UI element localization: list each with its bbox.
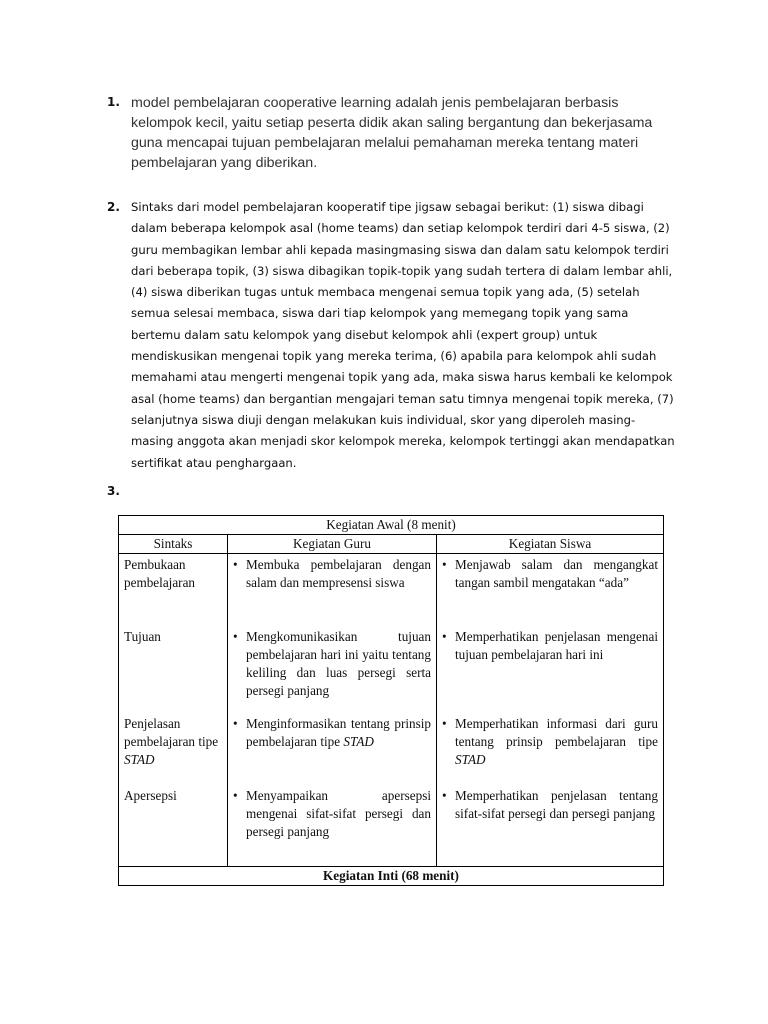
- table-footer-row: [119, 867, 664, 886]
- sintaks-apersepsi: Apersepsi: [124, 788, 177, 803]
- paragraph-2: Sintaks dari model pembelajaran kooperatif tipe jigsaw sebagai berikut: (1) siswa dibagi dalam beberapa kelompok asal (home teams) dan setiap kelompok terdiri dari 4-5 siswa, (2) guru membagikan lembar ahli kepada masingmasing siswa dan dalam satu kelompok terdiri dari beberapa topik, (3) siswa dibagikan topik-topik yang sudah tertera di dalam lembar ahli, (4) siswa diberikan tugas untuk membaca mengenai semua topik yang ada, (5) setelah semua selesai membaca, siswa dari tiap kelompok yang memegang topik yang sama bertemu dalam satu kelompok yang disebut kelompok ahli (expert group) untuk mendiskusikan mengenai topik yang mereka terima, (6) apabila para kelompok ahli sudah memahami atau mengerti mengenai topik yang ada, maka siswa harus kembali ke kelompok asal (home teams) dan bergantian mengajari teman satu timnya mengenai topik mereka, (7) selanjutnya siswa diuji dengan melakukan kuis individual, skor yang diperoleh masing-masing anggota akan menjadi skor kelompok mereka, kelompok tertinggi akan mendapatkan sertifikat atau penghargaan.: [131, 200, 675, 470]
- stad-term: STAD: [124, 752, 155, 767]
- bullet-icon: •: [442, 629, 447, 644]
- header-kegiatan-siswa: Kegiatan Siswa: [437, 535, 664, 554]
- sintaks-penjelasan: Penjelasan pembelajaran tipe STAD: [124, 716, 219, 767]
- table-header-row: [119, 535, 664, 554]
- guru-cell: [228, 554, 437, 867]
- list-number: 3.: [107, 484, 120, 498]
- sintaks-tujuan: Tujuan: [124, 629, 161, 644]
- stad-term: STAD: [455, 752, 486, 767]
- siswa-item-3: • Memperhatikan informasi dari guru tentang prinsip pembelajaran tipe STAD: [442, 715, 658, 787]
- bullet-icon: •: [442, 716, 447, 731]
- bullet-icon: •: [442, 557, 447, 572]
- stad-term: STAD: [343, 734, 374, 749]
- guru-item-2: • Mengkomunikasikan tujuan pembelajaran hari ini yaitu tentang keliling dan luas persegi serta persegi panjang: [233, 628, 431, 715]
- guru-item-4: • Menyampaikan apersepsi mengenai sifat-sifat persegi dan persegi panjang: [233, 788, 431, 839]
- siswa-item-4: • Memperhatikan penjelasan tentang sifat-sifat persegi dan persegi panjang: [442, 788, 658, 821]
- paragraph-1: model pembelajaran cooperative learning adalah jenis pembelajaran berbasis kelompok kecil, yaitu setiap peserta didik akan saling bergantung dan bekerjasama guna mencapai tujuan pembelajaran melalui pemahaman mereka tentang materi pembelajaran yang diberikan.: [131, 95, 653, 171]
- header-kegiatan-guru: Kegiatan Guru: [228, 535, 437, 554]
- table-title: Kegiatan Awal (8 menit): [119, 516, 664, 535]
- table-body-row: [119, 554, 664, 867]
- table-title-row: [119, 516, 664, 535]
- bullet-icon: •: [233, 557, 238, 572]
- bullet-icon: •: [233, 788, 238, 803]
- siswa-item-2: • Memperhatikan penjelasan mengenai tujuan pembelajaran hari ini: [442, 628, 658, 715]
- list-item-2: [107, 197, 675, 482]
- bullet-icon: •: [233, 629, 238, 644]
- header-sintaks: Sintaks: [119, 535, 228, 554]
- table-footer: Kegiatan Inti (68 menit): [119, 867, 664, 886]
- list-number: 2.: [107, 200, 120, 214]
- siswa-item-1: • Menjawab salam dan mengangkat tangan sambil mengatakan “ada”: [442, 556, 658, 628]
- sintaks-pembukaan: Pembukaan pembelajaran: [124, 557, 196, 590]
- bullet-icon: •: [442, 788, 447, 803]
- list-item-1: [107, 93, 667, 183]
- bullet-icon: •: [233, 716, 238, 731]
- list-item-3: [107, 481, 667, 501]
- guru-item-3: • Menginformasikan tentang prinsip pembelajaran tipe STAD: [233, 715, 431, 787]
- list-number: 1.: [107, 95, 120, 109]
- activity-table: [118, 515, 664, 886]
- sintaks-cell: [119, 554, 228, 867]
- siswa-cell: [437, 554, 664, 867]
- guru-item-1: • Membuka pembelajaran dengan salam dan mempresensi siswa: [233, 556, 431, 628]
